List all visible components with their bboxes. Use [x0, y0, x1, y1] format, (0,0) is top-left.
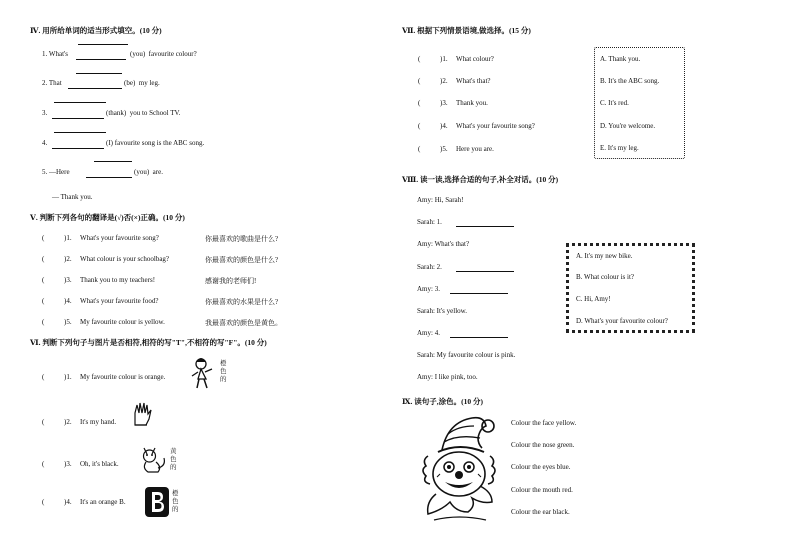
tf-item-3-tag: 黄色的	[170, 448, 177, 471]
option-8-d: D. What's your favourite colour?	[576, 317, 668, 325]
situation-item-4-text: What's your favourite song?	[456, 122, 535, 130]
judge-item-4-zh: 你最喜欢的水果是什么?	[205, 298, 279, 306]
answer-paren[interactable]: (	[42, 498, 45, 506]
judge-item-5-en: My favourite colour is yellow.	[80, 318, 165, 326]
answer-blank[interactable]	[76, 59, 126, 60]
tf-item-1-text: My favourite colour is orange.	[80, 373, 166, 381]
fill-item-3-rest: (thank) you to School TV.	[106, 109, 181, 117]
answer-paren[interactable]: (	[418, 55, 421, 63]
fill-item-5-rest: (you) are.	[134, 168, 163, 176]
judge-item-2-num: )2.	[64, 255, 72, 263]
situation-item-5-text: Here you are.	[456, 145, 494, 153]
answer-paren[interactable]: (	[42, 276, 45, 284]
fill-item-2-rest: (be) my leg.	[124, 79, 160, 87]
answer-paren[interactable]: (	[42, 255, 45, 263]
option-7-b: B. It's the ABC song.	[600, 77, 660, 85]
answer-blank[interactable]	[86, 177, 132, 178]
option-7-d: D. You're welcome.	[600, 122, 656, 130]
option-7-a: A. Thank you.	[600, 55, 641, 63]
fill-item-3: 3.	[42, 109, 48, 117]
answer-paren[interactable]: (	[42, 460, 45, 468]
answer-paren[interactable]: (	[42, 234, 45, 242]
answer-paren[interactable]: (	[418, 122, 421, 130]
judge-item-3-en: Thank you to my teachers!	[80, 276, 156, 284]
answer-paren[interactable]: (	[418, 145, 421, 153]
judge-item-1-num: )1.	[64, 234, 72, 242]
dialogue-line-4: Sarah: 2.	[417, 263, 442, 271]
tf-item-1-tag: 橙色的	[220, 360, 227, 383]
section-6-title: Ⅵ. 判断下列句子与图片是否相符,相符的写"T",不相符的写"F"。(10 分)	[30, 338, 267, 347]
option-8-c: C. Hi, Amy!	[576, 295, 611, 303]
colour-line-2: Colour the nose green.	[511, 441, 575, 449]
dialogue-line-6: Sarah: It's yellow.	[417, 307, 467, 315]
girl-picture	[188, 356, 220, 390]
situation-item-3-text: Thank you.	[456, 99, 488, 107]
answer-blank[interactable]	[52, 118, 104, 119]
tf-item-3-text: Oh, it's black.	[80, 460, 119, 468]
dialogue-line-7: Amy: 4.	[417, 329, 440, 337]
fill-item-5-reply: — Thank you.	[52, 193, 93, 201]
answer-paren[interactable]: (	[42, 418, 45, 426]
cat-picture	[138, 444, 168, 474]
dialogue-line-5: Amy: 3.	[417, 285, 440, 293]
section-9-title: Ⅸ. 读句子,涂色。(10 分)	[402, 397, 483, 406]
tf-item-2-text: It's my hand.	[80, 418, 117, 426]
situation-item-5-num: )5.	[440, 145, 448, 153]
section-4-title: Ⅳ. 用所给单词的适当形式填空。(10 分)	[30, 26, 162, 35]
judge-item-2-zh: 你最喜欢的颜色是什么?	[205, 256, 279, 264]
colour-line-3: Colour the eyes blue.	[511, 463, 571, 471]
judge-item-1-en: What's your favourite song?	[80, 234, 159, 242]
fill-item-4: 4.	[42, 139, 48, 147]
judge-item-5-num: )5.	[64, 318, 72, 326]
answer-blank[interactable]	[54, 132, 106, 133]
answer-blank[interactable]	[68, 88, 122, 89]
letter-b-picture	[144, 486, 170, 518]
dialogue-line-1: Amy: Hi, Sarah!	[417, 196, 464, 204]
judge-item-3-zh: 感谢我的老师们!	[205, 277, 257, 285]
section-5-title: Ⅴ. 判断下列各句的翻译是(√)否(×)正确。(10 分)	[30, 213, 185, 222]
tf-item-4-text: It's an orange B.	[80, 498, 126, 506]
answer-paren[interactable]: (	[418, 99, 421, 107]
situation-item-1-text: What colour?	[456, 55, 494, 63]
colour-line-1: Colour the face yellow.	[511, 419, 577, 427]
option-8-a: A. It's my new bike.	[576, 252, 633, 260]
answer-paren[interactable]: (	[418, 77, 421, 85]
tf-item-1-num: )1.	[64, 373, 72, 381]
answer-blank[interactable]	[54, 102, 106, 103]
answer-blank[interactable]	[78, 44, 128, 45]
colour-line-4: Colour the mouth red.	[511, 486, 573, 494]
judge-item-5-zh: 我最喜欢的颜色是黄色。	[205, 319, 282, 327]
situation-item-3-num: )3.	[440, 99, 448, 107]
dialogue-blank-2[interactable]	[456, 271, 514, 272]
judge-item-2-en: What colour is your schoolbag?	[80, 255, 170, 263]
colour-line-5: Colour the ear black.	[511, 508, 570, 516]
judge-item-4-num: )4.	[64, 297, 72, 305]
section-8-title: Ⅷ. 读一读,选择合适的句子,补全对话。(10 分)	[402, 175, 559, 184]
answer-paren[interactable]: (	[42, 373, 45, 381]
situation-item-4-num: )4.	[440, 122, 448, 130]
dialogue-blank-1[interactable]	[456, 226, 514, 227]
answer-paren[interactable]: (	[42, 318, 45, 326]
judge-item-4-en: What's your favourite food?	[80, 297, 159, 305]
judge-item-3-num: )3.	[64, 276, 72, 284]
clown-picture[interactable]	[414, 412, 504, 522]
fill-item-1: 1. What's	[42, 50, 69, 58]
situation-item-2-text: What's that?	[456, 77, 491, 85]
fill-item-1-rest: (you) favourite colour?	[130, 50, 197, 58]
dialogue-line-2: Sarah: 1.	[417, 218, 442, 226]
tf-item-3-num: )3.	[64, 460, 72, 468]
fill-item-4-rest: (I) favourite song is the ABC song.	[106, 139, 205, 147]
dialogue-line-8: Sarah: My favourite colour is pink.	[417, 351, 516, 359]
dialogue-line-3: Amy: What's that?	[417, 240, 470, 248]
tf-item-4-tag: 橙色的	[172, 490, 179, 513]
option-7-c: C. It's red.	[600, 99, 629, 107]
option-8-b: B. What colour is it?	[576, 273, 634, 281]
hand-picture	[130, 401, 156, 427]
situation-item-2-num: )2.	[440, 77, 448, 85]
dialogue-blank-3[interactable]	[450, 293, 508, 294]
judge-item-1-zh: 你最喜欢的歌曲是什么?	[205, 235, 279, 243]
fill-item-2: 2. That	[42, 79, 62, 87]
section-7-title: Ⅶ. 根据下列情景语境,做选择。(15 分)	[402, 26, 531, 35]
tf-item-4-num: )4.	[64, 498, 72, 506]
fill-item-5: 5. —Here	[42, 168, 70, 176]
dialogue-line-9: Amy: I like pink, too.	[417, 373, 478, 381]
answer-blank[interactable]	[52, 148, 104, 149]
dialogue-blank-4[interactable]	[450, 337, 508, 338]
situation-item-1-num: )1.	[440, 55, 448, 63]
answer-paren[interactable]: (	[42, 297, 45, 305]
answer-blank[interactable]	[76, 73, 122, 74]
tf-item-2-num: )2.	[64, 418, 72, 426]
answer-blank[interactable]	[94, 161, 132, 162]
option-7-e: E. It's my leg.	[600, 144, 639, 152]
